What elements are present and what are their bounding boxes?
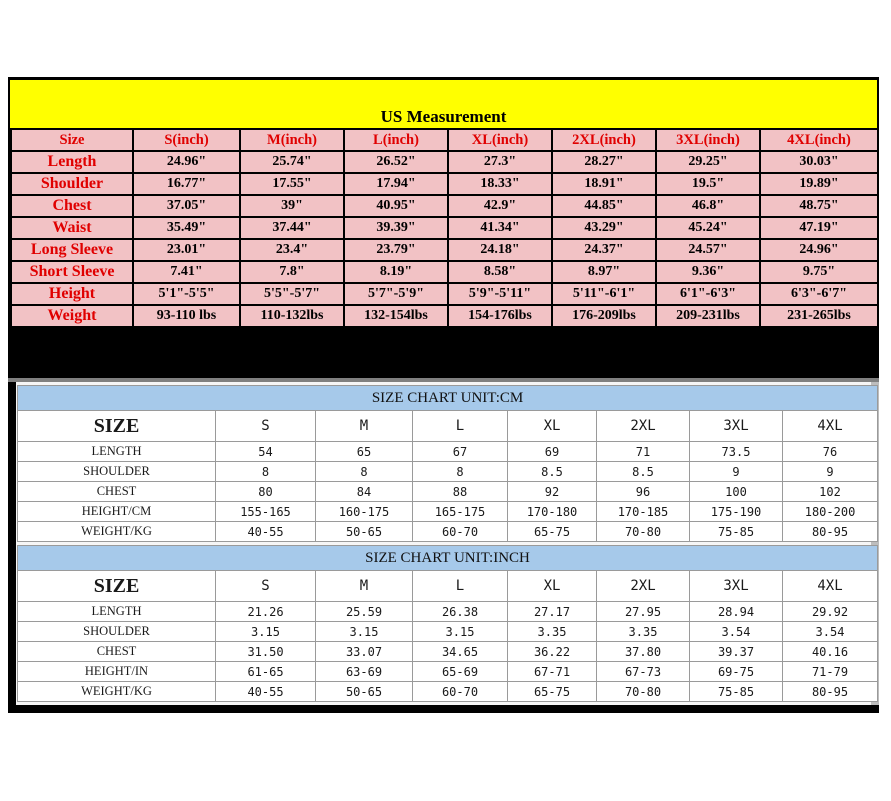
us-cell: 43.29" — [552, 217, 656, 239]
cm-caption-row — [18, 386, 878, 411]
cm-cell: 75-85 — [690, 522, 783, 542]
inch-cell: 3.54 — [783, 622, 878, 642]
cm-row-label: SHOULDER — [18, 462, 216, 482]
us-cell: 17.94" — [344, 173, 448, 195]
us-cell: 23.01" — [133, 239, 240, 261]
size-chart-block — [8, 382, 879, 713]
size-chart-inch-table — [17, 545, 878, 702]
inch-cell: 36.22 — [508, 642, 597, 662]
inch-size-cell: S — [216, 571, 316, 602]
us-row-label: Chest — [11, 195, 133, 217]
inch-cell: 40.16 — [783, 642, 878, 662]
cm-size-cell: L — [413, 411, 508, 442]
cm-cell: 165-175 — [413, 502, 508, 522]
divider-strip — [8, 355, 879, 382]
us-cell: 23.79" — [344, 239, 448, 261]
inch-cell: 50-65 — [316, 682, 413, 702]
cm-size-row — [18, 411, 878, 442]
cm-size-cell: S — [216, 411, 316, 442]
inch-cell: 31.50 — [216, 642, 316, 662]
us-cell: 7.8" — [240, 261, 344, 283]
us-title-bar — [10, 80, 877, 130]
us-header-cell: 4XL(inch) — [760, 129, 878, 151]
us-header-cell: M(inch) — [240, 129, 344, 151]
inch-size-row — [18, 571, 878, 602]
us-cell: 47.19" — [760, 217, 878, 239]
cm-cell: 8.5 — [597, 462, 690, 482]
cm-row-label: LENGTH — [18, 442, 216, 462]
us-cell: 40.95" — [344, 195, 448, 217]
inch-cell: 37.80 — [597, 642, 690, 662]
size-chart-cm-table — [17, 385, 878, 542]
cm-cell: 9 — [690, 462, 783, 482]
inch-cell: 25.59 — [316, 602, 413, 622]
cm-row-length — [18, 442, 878, 462]
inch-cell: 65-69 — [413, 662, 508, 682]
us-cell: 46.8" — [656, 195, 760, 217]
us-cell: 24.96" — [133, 151, 240, 173]
us-cell: 8.97" — [552, 261, 656, 283]
inch-row-chest — [18, 642, 878, 662]
inch-row-length — [18, 602, 878, 622]
cm-size-cell: 3XL — [690, 411, 783, 442]
chart-border-left — [8, 382, 16, 713]
us-cell: 27.3" — [448, 151, 552, 173]
inch-size-label: SIZE — [18, 571, 216, 602]
us-row-long-sleeve — [11, 239, 878, 261]
inch-row-label: LENGTH — [18, 602, 216, 622]
inch-size-cell: XL — [508, 571, 597, 602]
us-cell: 8.19" — [344, 261, 448, 283]
us-cell: 18.91" — [552, 173, 656, 195]
cm-size-cell: 2XL — [597, 411, 690, 442]
us-cell: 6'3"-6'7" — [760, 283, 878, 305]
cm-row-weight — [18, 522, 878, 542]
us-cell: 48.75" — [760, 195, 878, 217]
us-header-cell: 3XL(inch) — [656, 129, 760, 151]
us-row-shoulder — [11, 173, 878, 195]
us-measurement-table — [10, 128, 879, 328]
cm-row-height — [18, 502, 878, 522]
inch-cell: 34.65 — [413, 642, 508, 662]
cm-row-chest — [18, 482, 878, 502]
us-header-cell: 2XL(inch) — [552, 129, 656, 151]
cm-cell: 88 — [413, 482, 508, 502]
inch-cell: 27.95 — [597, 602, 690, 622]
inch-cell: 26.38 — [413, 602, 508, 622]
us-cell: 5'1"-5'5" — [133, 283, 240, 305]
cm-cell: 71 — [597, 442, 690, 462]
cm-cell: 84 — [316, 482, 413, 502]
cm-cell: 155-165 — [216, 502, 316, 522]
us-header-row — [11, 129, 878, 151]
inch-cell: 3.35 — [508, 622, 597, 642]
cm-cell: 54 — [216, 442, 316, 462]
us-cell: 231-265lbs — [760, 305, 878, 327]
inch-cell: 67-71 — [508, 662, 597, 682]
cm-cell: 80-95 — [783, 522, 878, 542]
us-cell: 28.27" — [552, 151, 656, 173]
cm-cell: 8 — [316, 462, 413, 482]
inch-cell: 39.37 — [690, 642, 783, 662]
us-cell: 5'7"-5'9" — [344, 283, 448, 305]
us-cell: 26.52" — [344, 151, 448, 173]
cm-cell: 60-70 — [413, 522, 508, 542]
cm-cell: 9 — [783, 462, 878, 482]
us-row-label: Short Sleeve — [11, 261, 133, 283]
us-cell: 19.89" — [760, 173, 878, 195]
cm-cell: 70-80 — [597, 522, 690, 542]
us-cell: 8.58" — [448, 261, 552, 283]
us-cell: 23.4" — [240, 239, 344, 261]
cm-cell: 96 — [597, 482, 690, 502]
inch-cell: 61-65 — [216, 662, 316, 682]
cm-cell: 102 — [783, 482, 878, 502]
us-row-label: Waist — [11, 217, 133, 239]
us-cell: 16.77" — [133, 173, 240, 195]
cm-cell: 40-55 — [216, 522, 316, 542]
cm-cell: 65 — [316, 442, 413, 462]
us-cell: 41.34" — [448, 217, 552, 239]
chart-border-bottom — [8, 705, 879, 713]
us-cell: 6'1"-6'3" — [656, 283, 760, 305]
us-row-label: Shoulder — [11, 173, 133, 195]
inch-cell: 29.92 — [783, 602, 878, 622]
inch-caption-row — [18, 546, 878, 571]
inch-row-shoulder — [18, 622, 878, 642]
inch-row-label: CHEST — [18, 642, 216, 662]
us-row-waist — [11, 217, 878, 239]
us-row-length — [11, 151, 878, 173]
us-cell: 154-176lbs — [448, 305, 552, 327]
cm-cell: 160-175 — [316, 502, 413, 522]
inch-cell: 33.07 — [316, 642, 413, 662]
inch-cell: 60-70 — [413, 682, 508, 702]
cm-row-label: HEIGHT/CM — [18, 502, 216, 522]
us-cell: 9.75" — [760, 261, 878, 283]
inch-row-label: SHOULDER — [18, 622, 216, 642]
inch-size-cell: 2XL — [597, 571, 690, 602]
us-cell: 29.25" — [656, 151, 760, 173]
inch-size-cell: 4XL — [783, 571, 878, 602]
inch-cell: 28.94 — [690, 602, 783, 622]
inch-cell: 27.17 — [508, 602, 597, 622]
cm-cell: 73.5 — [690, 442, 783, 462]
inch-row-label: HEIGHT/IN — [18, 662, 216, 682]
cm-cell: 180-200 — [783, 502, 878, 522]
us-header-cell: XL(inch) — [448, 129, 552, 151]
us-cell: 25.74" — [240, 151, 344, 173]
cm-cell: 65-75 — [508, 522, 597, 542]
inch-cell: 70-80 — [597, 682, 690, 702]
us-cell: 24.18" — [448, 239, 552, 261]
us-cell: 5'11"-6'1" — [552, 283, 656, 305]
inch-cell: 3.15 — [413, 622, 508, 642]
cm-row-label: CHEST — [18, 482, 216, 502]
inch-cell: 65-75 — [508, 682, 597, 702]
us-header-cell: L(inch) — [344, 129, 448, 151]
cm-cell: 175-190 — [690, 502, 783, 522]
cm-size-cell: XL — [508, 411, 597, 442]
inch-cell: 80-95 — [783, 682, 878, 702]
cm-caption: SIZE CHART UNIT:CM — [18, 386, 878, 411]
us-cell: 17.55" — [240, 173, 344, 195]
inch-row-height — [18, 662, 878, 682]
us-cell: 209-231lbs — [656, 305, 760, 327]
cm-cell: 50-65 — [316, 522, 413, 542]
inch-cell: 3.15 — [216, 622, 316, 642]
us-row-chest — [11, 195, 878, 217]
inch-cell: 40-55 — [216, 682, 316, 702]
inch-cell: 63-69 — [316, 662, 413, 682]
inch-size-cell: M — [316, 571, 413, 602]
us-cell: 18.33" — [448, 173, 552, 195]
us-header-cell: Size — [11, 129, 133, 151]
cm-cell: 67 — [413, 442, 508, 462]
cm-cell: 8 — [216, 462, 316, 482]
cm-cell: 80 — [216, 482, 316, 502]
us-cell: 37.05" — [133, 195, 240, 217]
us-cell: 110-132lbs — [240, 305, 344, 327]
us-cell: 19.5" — [656, 173, 760, 195]
inch-cell: 21.26 — [216, 602, 316, 622]
cm-cell: 92 — [508, 482, 597, 502]
inch-row-weight — [18, 682, 878, 702]
cm-cell: 8.5 — [508, 462, 597, 482]
us-cell: 93-110 lbs — [133, 305, 240, 327]
us-cell: 39" — [240, 195, 344, 217]
inch-cell: 69-75 — [690, 662, 783, 682]
inch-size-cell: 3XL — [690, 571, 783, 602]
cm-cell: 100 — [690, 482, 783, 502]
us-cell: 39.39" — [344, 217, 448, 239]
us-cell: 35.49" — [133, 217, 240, 239]
cm-row-shoulder — [18, 462, 878, 482]
cm-cell: 69 — [508, 442, 597, 462]
us-cell: 24.96" — [760, 239, 878, 261]
us-cell: 176-209lbs — [552, 305, 656, 327]
us-cell: 132-154lbs — [344, 305, 448, 327]
cm-cell: 76 — [783, 442, 878, 462]
us-cell: 42.9" — [448, 195, 552, 217]
cm-size-cell: 4XL — [783, 411, 878, 442]
inch-cell: 67-73 — [597, 662, 690, 682]
us-row-label: Length — [11, 151, 133, 173]
us-measurement-table-block — [8, 77, 879, 355]
inch-size-cell: L — [413, 571, 508, 602]
us-cell: 45.24" — [656, 217, 760, 239]
us-cell: 24.37" — [552, 239, 656, 261]
us-cell: 7.41" — [133, 261, 240, 283]
us-row-label: Height — [11, 283, 133, 305]
inch-caption: SIZE CHART UNIT:INCH — [18, 546, 878, 571]
cm-size-cell: M — [316, 411, 413, 442]
us-cell: 37.44" — [240, 217, 344, 239]
us-cell: 30.03" — [760, 151, 878, 173]
us-cell: 9.36" — [656, 261, 760, 283]
inch-cell: 75-85 — [690, 682, 783, 702]
cm-cell: 8 — [413, 462, 508, 482]
cm-cell: 170-185 — [597, 502, 690, 522]
inch-cell: 3.15 — [316, 622, 413, 642]
us-cell: 24.57" — [656, 239, 760, 261]
inch-cell: 3.35 — [597, 622, 690, 642]
us-row-label: Long Sleeve — [11, 239, 133, 261]
inch-cell: 3.54 — [690, 622, 783, 642]
cm-size-label: SIZE — [18, 411, 216, 442]
us-table-title: US Measurement — [380, 107, 507, 126]
inch-cell: 71-79 — [783, 662, 878, 682]
us-cell: 5'5"-5'7" — [240, 283, 344, 305]
us-header-cell: S(inch) — [133, 129, 240, 151]
us-row-short-sleeve — [11, 261, 878, 283]
us-cell: 44.85" — [552, 195, 656, 217]
us-row-label: Weight — [11, 305, 133, 327]
cm-cell: 170-180 — [508, 502, 597, 522]
us-cell: 5'9"-5'11" — [448, 283, 552, 305]
us-row-height — [11, 283, 878, 305]
us-row-weight — [11, 305, 878, 327]
cm-row-label: WEIGHT/KG — [18, 522, 216, 542]
inch-row-label: WEIGHT/KG — [18, 682, 216, 702]
